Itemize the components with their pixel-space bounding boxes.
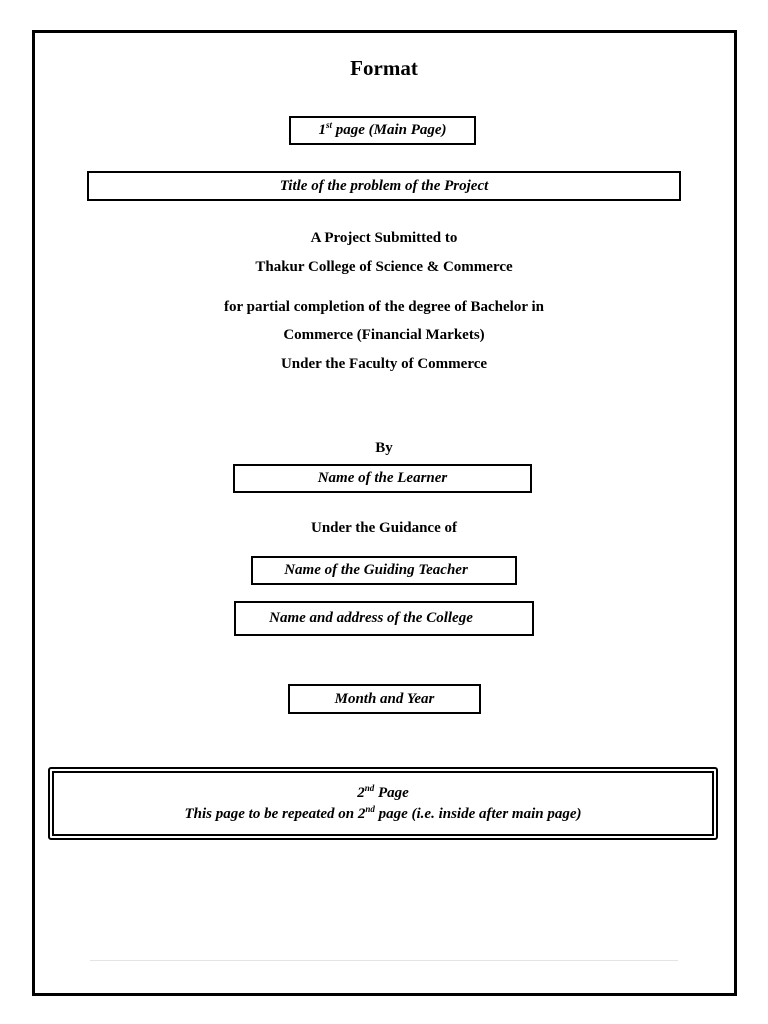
guidance-text: Under the Guidance of xyxy=(311,520,457,536)
college-address-box xyxy=(234,601,534,636)
first-page-label: 1st page (Main Page) xyxy=(318,120,447,138)
degree-text-line1: for partial completion of the degree of Bachelor in xyxy=(224,299,544,315)
learner-name-box xyxy=(233,464,532,493)
college-name-text: Thakur College of Science & Commerce xyxy=(255,259,513,275)
first-page-label-box xyxy=(289,116,476,145)
learner-name-placeholder: Name of the Learner xyxy=(317,470,448,486)
second-page-note-inner xyxy=(52,771,714,836)
second-page-heading: 2nd Page xyxy=(357,782,409,801)
footer-divider xyxy=(90,960,678,961)
second-page-instruction: This page to be repeated on 2nd page (i.e. inside after main page) xyxy=(184,803,582,822)
month-year-placeholder: Month and Year xyxy=(334,690,435,707)
project-title-box xyxy=(87,171,681,201)
by-text: By xyxy=(375,440,393,456)
project-title-placeholder: Title of the problem of the Project xyxy=(279,177,489,194)
degree-text-line2: Commerce (Financial Markets) xyxy=(283,327,485,343)
page-title: Format xyxy=(350,56,418,80)
month-year-box xyxy=(288,684,481,714)
second-page-note-box xyxy=(48,767,718,840)
college-address-placeholder: Name and address of the College xyxy=(269,610,473,626)
guiding-teacher-placeholder: Name of the Guiding Teacher xyxy=(284,562,468,578)
submitted-to-text: A Project Submitted to xyxy=(310,230,458,246)
faculty-text: Under the Faculty of Commerce xyxy=(280,356,488,372)
guiding-teacher-box xyxy=(251,556,517,585)
